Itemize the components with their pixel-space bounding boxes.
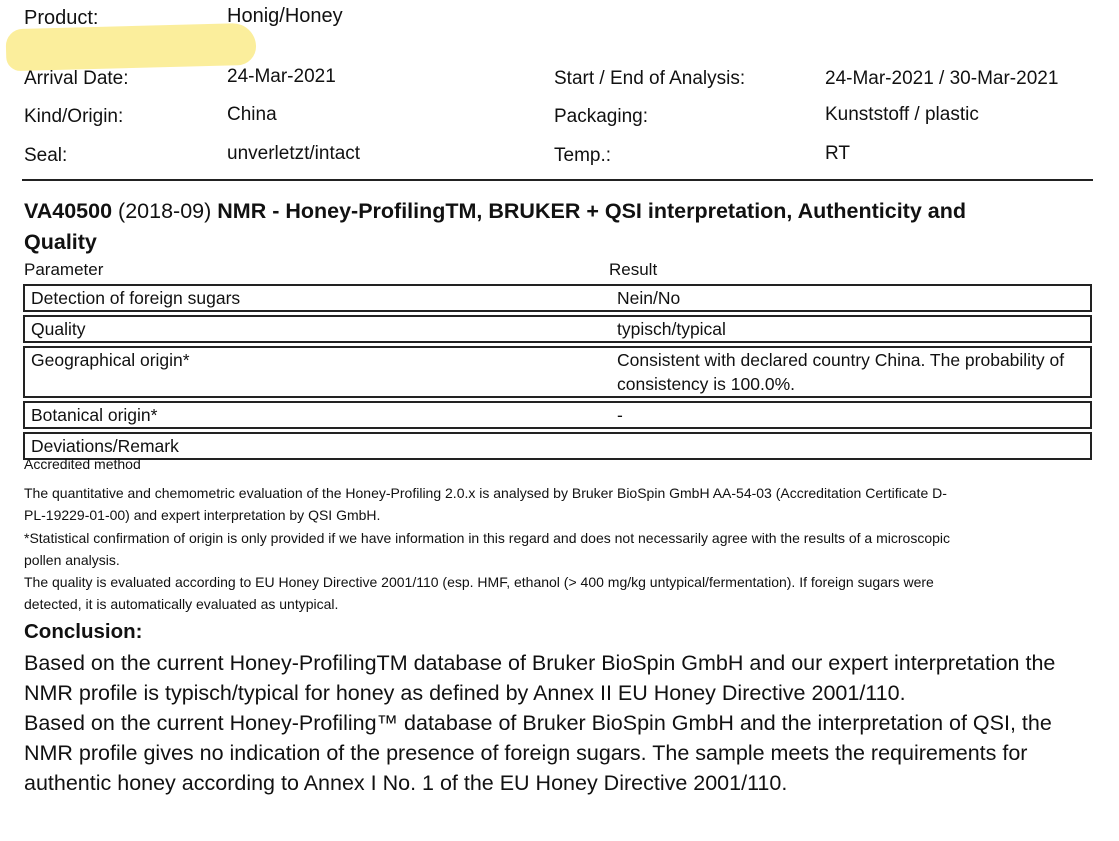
conclusion-paragraph: Based on the current Honey-ProfilingTM database of Bruker BioSpin GmbH and our expert interpretation the NMR profile is typisch/typical for honey as defined by Annex II EU Honey Directive 2001/110. <box>24 651 1056 705</box>
temp-label: Temp.: <box>554 145 612 166</box>
footnote: The quantitative and chemometric evaluation of the Honey-Profiling 2.0.x is analysed by Bruker BioSpin GmbH AA-54-03 (Accreditation Certificate D-PL-19229-01-00) and expert interpretation by QSI GmbH. <box>24 485 947 524</box>
result-cell <box>609 432 1092 460</box>
arrival-date-value: 24-Mar-2021 <box>227 66 336 87</box>
arrival-date-label: Arrival Date: <box>24 68 129 89</box>
product-value: Honig/Honey <box>227 5 343 27</box>
method-title: NMR - Honey-ProfilingTM, BRUKER + QSI interpretation, Authenticity and Quality <box>24 199 966 254</box>
table-row <box>23 401 1092 429</box>
table-row <box>23 284 1092 312</box>
kind-origin-label: Kind/Origin: <box>24 106 124 127</box>
parameters-table <box>23 281 1092 463</box>
conclusion-paragraph: Based on the current Honey-Profiling™ database of Bruker BioSpin GmbH and the interpretation of QSI, the NMR profile gives no indication of the presence of foreign sugars. The sample meets the requirements for authentic honey according to Annex I No. 1 of the EU Honey Directive 2001/110. <box>24 711 1052 795</box>
parameter-cell: Deviations/Remark <box>23 432 609 460</box>
packaging-label: Packaging: <box>554 106 649 127</box>
footnotes <box>24 482 964 616</box>
seal-value: unverletzt/intact <box>227 143 361 164</box>
table-row <box>23 346 1092 398</box>
conclusion-text <box>24 648 1064 798</box>
method-heading <box>24 196 1024 258</box>
parameter-cell: Botanical origin* <box>23 401 609 429</box>
analysis-period-value: 24-Mar-2021 / 30-Mar-2021 <box>825 68 1059 89</box>
parameter-cell: Geographical origin* <box>23 346 609 398</box>
method-code: VA40500 <box>24 199 113 223</box>
product-label: Product: <box>24 7 99 29</box>
method-version: (2018-09) <box>118 199 212 223</box>
highlighter-mark <box>5 23 256 72</box>
conclusion-title: Conclusion: <box>24 620 143 643</box>
kind-origin-value: China <box>227 104 277 125</box>
result-cell: typisch/typical <box>609 315 1092 343</box>
column-header-result: Result <box>609 260 658 279</box>
table-row <box>23 432 1092 460</box>
footnote: *Statistical confirmation of origin is only provided if we have information in this regard and does not necessarily agree with the results of a microscopic pollen analysis. <box>24 529 951 568</box>
footnote: The quality is evaluated according to EU Honey Directive 2001/110 (esp. HMF, ethanol (> 400 mg/kg untypical/fermentation). If foreign sugars were detected, it is automatically evaluated as untypical. <box>24 574 934 613</box>
temp-value: RT <box>825 143 850 164</box>
seal-label: Seal: <box>24 145 68 166</box>
parameter-cell: Quality <box>23 315 609 343</box>
parameter-cell: Detection of foreign sugars <box>23 284 609 312</box>
table-row <box>23 315 1092 343</box>
packaging-value: Kunststoff / plastic <box>825 104 979 125</box>
section-divider <box>22 179 1093 181</box>
result-cell: Nein/No <box>609 284 1092 312</box>
result-cell: - <box>609 401 1092 429</box>
column-header-parameter: Parameter <box>24 260 104 279</box>
result-cell: Consistent with declared country China. The probability of consistency is 100.0%. <box>609 346 1092 398</box>
accredited-method-note: Accredited method <box>24 456 141 472</box>
analysis-period-label: Start / End of Analysis: <box>554 68 746 89</box>
